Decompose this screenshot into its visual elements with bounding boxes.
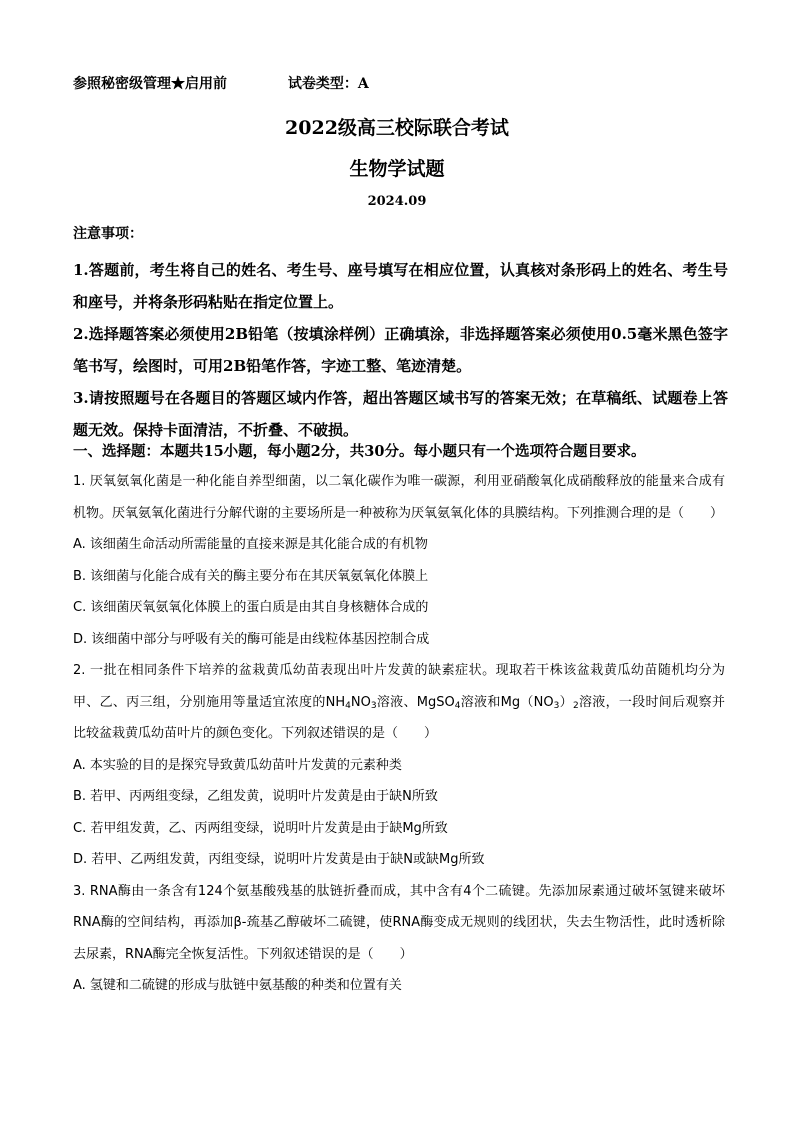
stem-text: 溶液，一段时间后观察并比较盆栽黄瓜幼苗叶片的颜色变化。下列叙述错误的是（ ） — [73, 694, 725, 741]
question-stem — [73, 655, 725, 750]
question-option: A. 本实验的目的是探究导致黄瓜幼苗叶片发黄的元素种类 — [73, 757, 402, 773]
notes-heading: 注意事项： — [73, 226, 143, 242]
stem-text: 2. 一批在相同条件下培养的盆栽黄瓜幼苗表现出叶片发黄的缺素症状。现取若干株该盆栽黄瓜幼苗随机均分为甲、乙、丙三组，分别施用等量适宜浓度的NH — [73, 663, 725, 710]
stem-text: NO — [350, 694, 371, 710]
question-option: C. 该细菌厌氧氨氧化体膜上的蛋白质是由其自身核糖体合成的 — [73, 600, 429, 615]
question-3 — [73, 876, 725, 1002]
subject-title: 生物学试题 — [349, 158, 445, 180]
subscript: 4 — [454, 700, 461, 711]
subscript: 2 — [572, 700, 579, 711]
question-1 — [73, 466, 725, 655]
question-option: A. 氢键和二硫键的形成与肽链中氨基酸的种类和位置有关 — [73, 978, 402, 993]
question-option: A. 该细菌生命活动所需能量的直接来源是其化能合成的有机物 — [73, 537, 428, 552]
question-option: C. 若甲组发黄，乙、丙两组变绿，说明叶片发黄是由于缺Mg所致 — [73, 820, 448, 836]
question-2 — [73, 655, 725, 876]
question-stem: 3. RNA酶由一条含有124个氨基酸残基的肽链折叠而成，其中含有4个二硫键。先添加尿素通过破坏氢键来破坏RNA酶的空间结构，再添加β-巯基乙醇破坏二硫键，使RNA酶变成无规则的线团状，失去生物活性，此时透析除去尿素，RNA酶完全恢复活性。下列叙述错误的是（ ） — [73, 883, 725, 962]
header-line — [73, 73, 369, 93]
note-item: 1.答题前，考生将自己的姓名、考生号、座号填写在相应位置，认真核对条形码上的姓名、考生号和座号，并将条形码粘贴在指定位置上。 — [73, 261, 728, 311]
subscript: 3 — [553, 700, 560, 711]
subscript: 3 — [370, 700, 377, 711]
stem-text: 溶液和Mg（NO — [460, 694, 554, 710]
section-heading: 一、选择题：本题共15小题，每小题2分，共30分。每小题只有一个选项符合题目要求。 — [73, 443, 646, 460]
stem-text: ） — [559, 694, 573, 710]
question-stem: 1. 厌氧氨氧化菌是一种化能自养型细菌，以二氧化碳作为唯一碳源，利用亚硝酸氧化成硝酸释放的能量来合成有机物。厌氧氨氧化菌进行分解代谢的主要场所是一种被称为厌氧氨氧化体的具膜结构。下列推测合理的是（ ） — [73, 474, 725, 521]
note-item: 3.请按照题号在各题目的答题区域内作答，超出答题区域书写的答案无效；在草稿纸、试题卷上答题无效。保持卡面清洁，不折叠、不破损。 — [73, 389, 728, 439]
note-item: 2.选择题答案必须使用2B铅笔（按填涂样例）正确填涂，非选择题答案必须使用0.5毫米黑色签字笔书写，绘图时，可用2B铅笔作答，字迹工整、笔迹清楚。 — [73, 325, 728, 375]
confidential-label: 参照秘密级管理★启用前 — [73, 76, 227, 92]
exam-date: 2024.09 — [367, 194, 427, 209]
question-option: D. 若甲、乙两组发黄，丙组变绿，说明叶片发黄是由于缺N或缺Mg所致 — [73, 852, 485, 867]
question-list — [73, 466, 725, 1002]
question-option: B. 该细菌与化能合成有关的酶主要分布在其厌氧氨氧化体膜上 — [73, 568, 429, 584]
paper-type-label: 试卷类型：A — [287, 76, 369, 92]
subscript: 4 — [345, 700, 351, 711]
exam-title: 2022级高三校际联合考试 — [285, 117, 509, 139]
question-option: D. 该细菌中部分与呼吸有关的酶可能是由线粒体基因控制合成 — [73, 631, 430, 647]
stem-text: 溶液、MgSO — [376, 694, 455, 710]
question-option: B. 若甲、丙两组变绿，乙组发黄，说明叶片发黄是由于缺N所致 — [73, 789, 438, 804]
notes-list — [73, 254, 728, 446]
